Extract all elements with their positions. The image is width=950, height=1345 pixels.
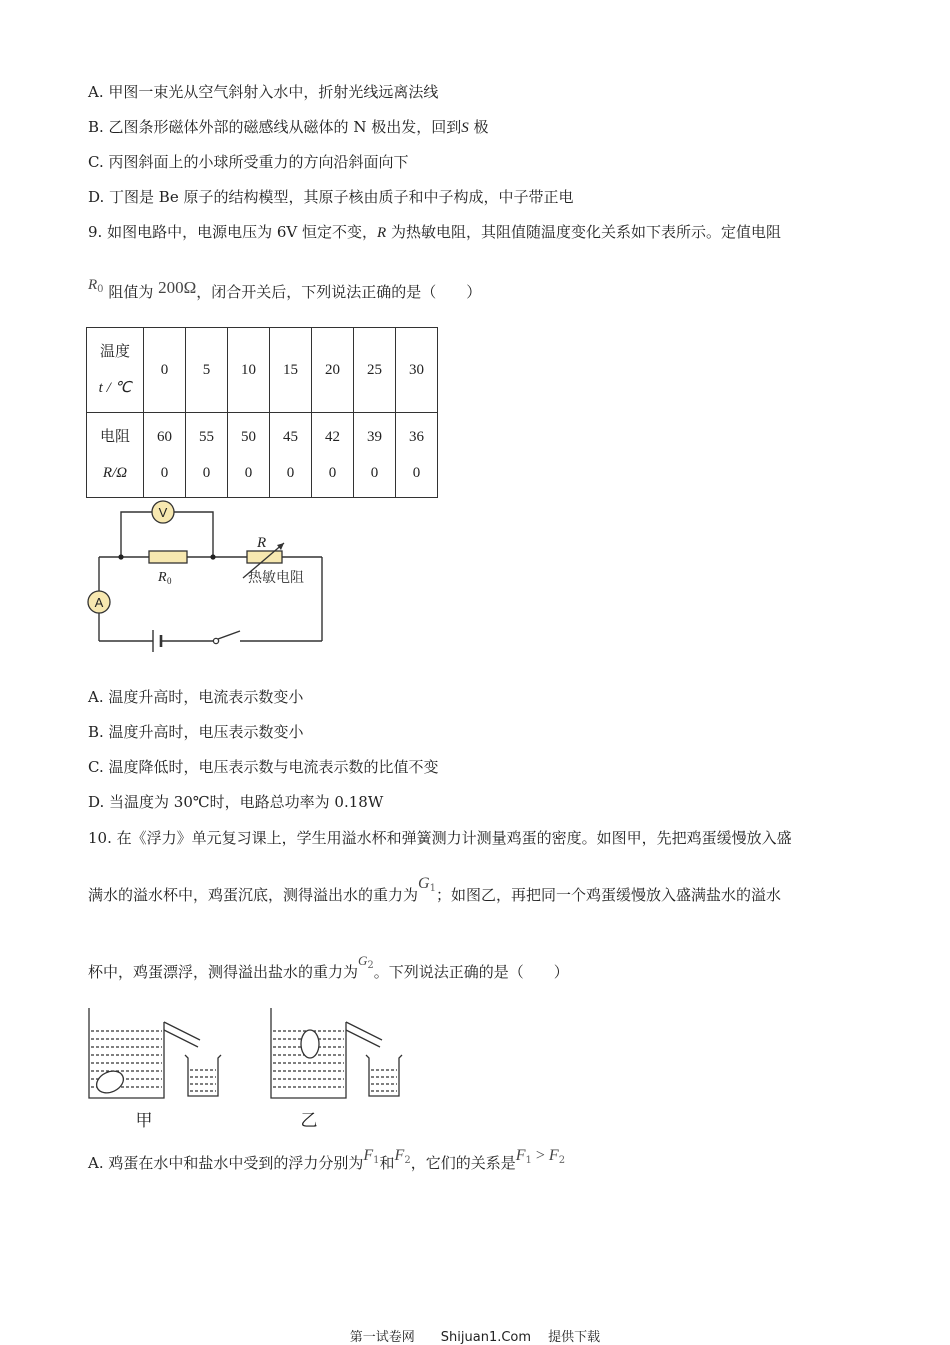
- table-cell: 10: [228, 328, 270, 413]
- table-cell: 39 0: [354, 413, 396, 498]
- spout: [164, 1030, 198, 1047]
- beaker-yi: [366, 1055, 402, 1096]
- table-cell: 25: [354, 328, 396, 413]
- beaker-jia: [185, 1055, 221, 1096]
- q10-option-a: A. 鸡蛋在水中和盐水中受到的浮力分别为$F^1$和$F^2$，它们的关系是$F^1 > F^2$: [88, 1147, 566, 1172]
- junction-dot: [118, 554, 123, 559]
- junction-dot: [210, 554, 215, 559]
- table-cell: 55 0: [186, 413, 228, 498]
- arrowhead-icon: [277, 543, 284, 550]
- table-row-resistance: [87, 413, 438, 498]
- table-cell: 15: [270, 328, 312, 413]
- r0-subscript: 0: [167, 576, 172, 586]
- figure-label-jia: 甲: [135, 1111, 153, 1131]
- q10-stem-line2: 满水的溢水杯中，鸡蛋沉底，测得溢出水的重力为$G^1$；如图乙，再把同一个鸡蛋缓慢放入盛满盐水的溢水: [88, 875, 781, 904]
- circuit-wire: [174, 512, 213, 557]
- table-cell: 20: [312, 328, 354, 413]
- thermistor-table: [86, 327, 438, 498]
- table-cell: 0: [144, 328, 186, 413]
- table-header-temperature: 温度 t / ℃: [87, 328, 144, 413]
- q9-stem-line2: $R^0$ 阻值为 200Ω，闭合开关后，下列说法正确的是（ ）: [88, 277, 482, 301]
- overflow-cup-figure: [80, 1000, 420, 1135]
- table-cell: 5: [186, 328, 228, 413]
- q9-option-d: D. 当温度为 30℃时，电路总功率为 0.18W: [88, 793, 384, 811]
- table-cell: 42 0: [312, 413, 354, 498]
- spout: [346, 1022, 382, 1040]
- table-cell: 36 0: [396, 413, 438, 498]
- q10-stem-line3: 杯中，鸡蛋漂浮，测得溢出盐水的重力为$G^2$。下列说法正确的是（ ）: [88, 953, 569, 981]
- table-cell: 50 0: [228, 413, 270, 498]
- figure-label-yi: 乙: [300, 1111, 318, 1131]
- spout: [346, 1030, 380, 1047]
- q9-option-c: C. 温度降低时，电压表示数与电流表示数的比值不变: [88, 758, 439, 776]
- egg-floating-icon: [301, 1030, 319, 1058]
- circuit-diagram: [80, 495, 340, 660]
- spout: [164, 1022, 200, 1040]
- r0-label: R: [158, 570, 167, 585]
- thermistor-icon: [247, 551, 282, 563]
- switch-contact: [213, 638, 218, 643]
- circuit-wire: [121, 512, 152, 557]
- q8-option-a: A. 甲图一束光从空气斜射入水中，折射光线远离法线: [88, 83, 439, 101]
- table-cell: 30: [396, 328, 438, 413]
- thermistor-label: 热敏电阻: [248, 570, 304, 586]
- table-cell: 60 0: [144, 413, 186, 498]
- q8-option-c: C. 丙图斜面上的小球所受重力的方向沿斜面向下: [88, 153, 409, 171]
- r-label: R: [257, 535, 267, 551]
- table-header-resistance: 电阻 R/Ω: [87, 413, 144, 498]
- q8-option-d: D. 丁图是 Be 原子的结构模型，其原子核由质子和中子构成，中子带正电: [88, 188, 574, 206]
- page-footer: 第一试卷网 Shijuan1.Com 提供下载: [349, 1330, 601, 1345]
- table-row-temperature: [87, 328, 438, 413]
- q10-stem-line1: 10. 在《浮力》单元复习课上，学生用溢水杯和弹簧测力计测量鸡蛋的密度。如图甲，先把鸡蛋缓慢放入盛: [88, 829, 792, 847]
- q9-option-b: B. 温度升高时，电压表示数变小: [88, 723, 304, 741]
- q8-option-b: B. 乙图条形磁体外部的磁感线从磁体的 N 极出发，回到S 极: [88, 118, 489, 136]
- q9-option-a: A. 温度升高时，电流表示数变小: [88, 688, 304, 706]
- switch-icon: [218, 631, 240, 639]
- q9-stem-line1: 9. 如图电路中，电源电压为 6V 恒定不变，R 为热敏电阻，其阻值随温度变化关系如下表所示。定值电阻: [88, 223, 781, 241]
- table-cell: 45 0: [270, 413, 312, 498]
- voltmeter-label: V: [158, 505, 168, 520]
- resistor-r0-icon: [149, 551, 187, 563]
- ammeter-label: A: [94, 595, 104, 610]
